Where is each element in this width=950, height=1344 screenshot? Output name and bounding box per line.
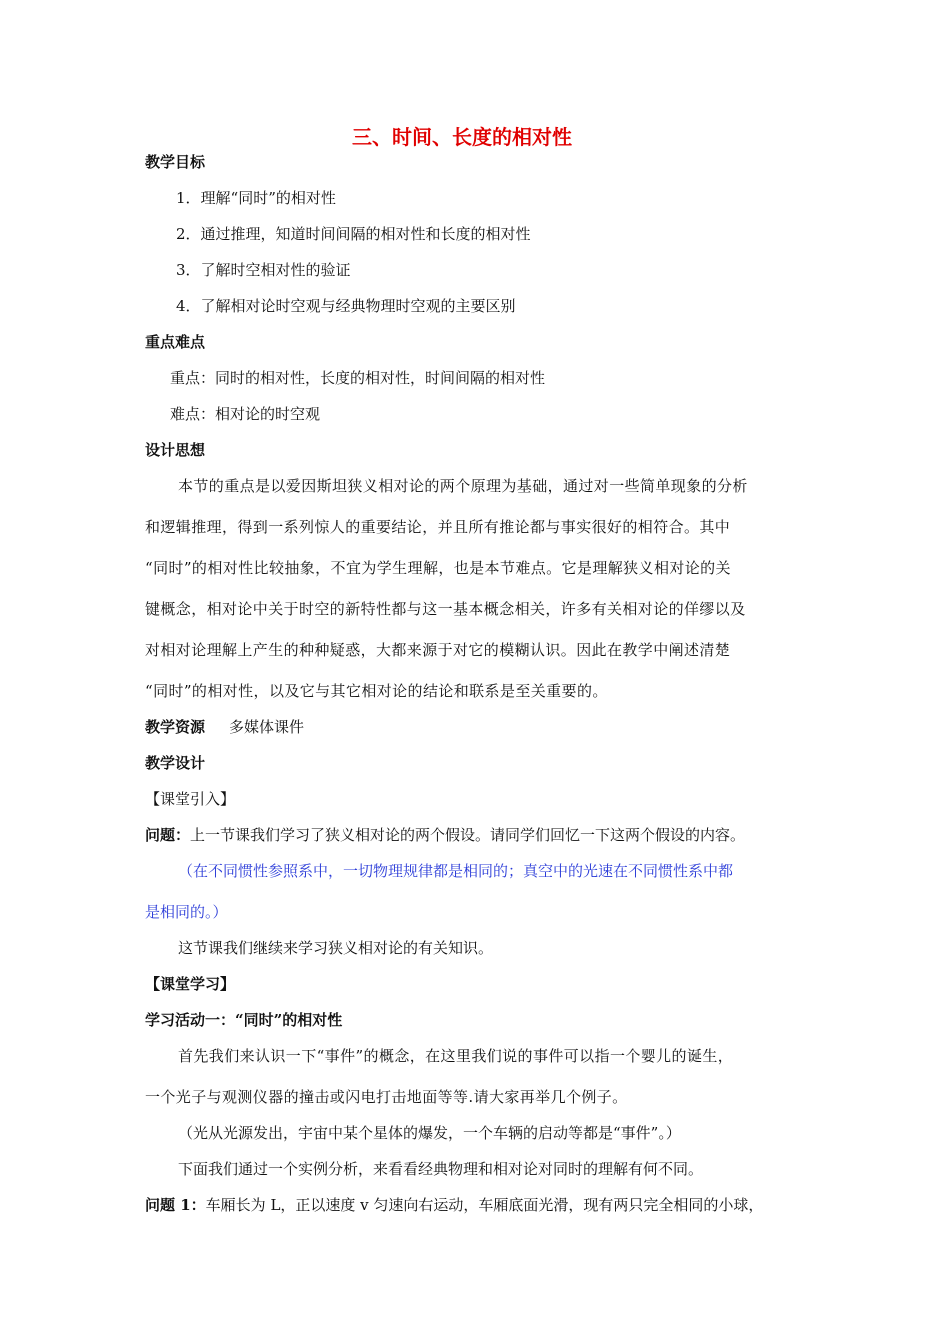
question-label: 问题： bbox=[145, 826, 191, 844]
study-section-label: 【课堂学习】 bbox=[145, 975, 236, 993]
problem-1-line bbox=[145, 1195, 763, 1215]
event-paragraph-line: 一个光子与观测仪器的撞击或闪电打击地面等等.请大家再举几个例子。 bbox=[145, 1088, 628, 1106]
key-point-text: 重点：同时的相对性，长度的相对性，时间间隔的相对性 bbox=[170, 369, 546, 387]
resources-heading: 教学资源 bbox=[145, 718, 206, 736]
design-paragraph-line: 本节的重点是以爱因斯坦狭义相对论的两个原理为基础，通过对一些简单现象的分析 bbox=[178, 477, 748, 495]
activity-heading: 学习活动一：“同时”的相对性 bbox=[145, 1011, 343, 1029]
question-line bbox=[145, 825, 745, 845]
design-heading: 设计思想 bbox=[145, 441, 206, 459]
answer-line: （在不同惯性参照系中，一切物理规律都是相同的；真空中的光速在不同惯性系中都 bbox=[178, 862, 734, 880]
continue-text: 这节课我们继续来学习狭义相对论的有关知识。 bbox=[178, 939, 494, 957]
difficult-point-text: 难点：相对论的时空观 bbox=[170, 405, 321, 423]
design-paragraph-line: 对相对论理解上产生的种种疑惑，大都来源于对它的模糊认识。因此在教学中阐述清楚 bbox=[145, 641, 731, 659]
design-paragraph-line: “同时”的相对性比较抽象，不宜为学生理解，也是本节难点。它是理解狭义相对论的关 bbox=[145, 559, 731, 577]
objective-item: 4．了解相对论时空观与经典物理时空观的主要区别 bbox=[176, 297, 516, 315]
objective-item: 3．了解时空相对性的验证 bbox=[176, 261, 351, 279]
problem-1-text: 车厢长为 L，正以速度 v 匀速向右运动，车厢底面光滑，现有两只完全相同的小球， bbox=[205, 1196, 764, 1214]
key-points-heading: 重点难点 bbox=[145, 333, 206, 351]
objective-item: 1．理解“同时”的相对性 bbox=[176, 189, 336, 207]
design-paragraph-line: 键概念，相对论中关于时空的新特性都与这一基本概念相关，许多有关相对论的佯缪以及 bbox=[145, 600, 746, 618]
analysis-text: 下面我们通过一个实例分析，来看看经典物理和相对论对同时的理解有何不同。 bbox=[178, 1160, 704, 1178]
page-title: 三、时间、长度的相对性 bbox=[352, 125, 572, 149]
answer-line: 是相同的。） bbox=[145, 903, 228, 921]
example-text: （光从光源发出，宇宙中某个星体的爆发，一个车辆的启动等都是“事件”。） bbox=[178, 1124, 681, 1142]
question-text: 上一节课我们学习了狭义相对论的两个假设。请同学们回忆一下这两个假设的内容。 bbox=[190, 826, 746, 844]
resources-value: 多媒体课件 bbox=[229, 718, 305, 736]
event-paragraph-line: 首先我们来认识一下“事件”的概念，在这里我们说的事件可以指一个婴儿的诞生， bbox=[178, 1047, 734, 1065]
design-paragraph-line: “同时”的相对性，以及它与其它相对论的结论和联系是至关重要的。 bbox=[145, 682, 608, 700]
teaching-design-heading: 教学设计 bbox=[145, 754, 206, 772]
design-paragraph-line: 和逻辑推理，得到一系列惊人的重要结论，并且所有推论都与事实很好的相符合。其中 bbox=[145, 518, 731, 536]
objectives-heading: 教学目标 bbox=[145, 153, 206, 171]
intro-section-label: 【课堂引入】 bbox=[145, 790, 236, 808]
objective-item: 2．通过推理，知道时间间隔的相对性和长度的相对性 bbox=[176, 225, 531, 243]
problem-1-label: 问题 1： bbox=[145, 1196, 206, 1214]
